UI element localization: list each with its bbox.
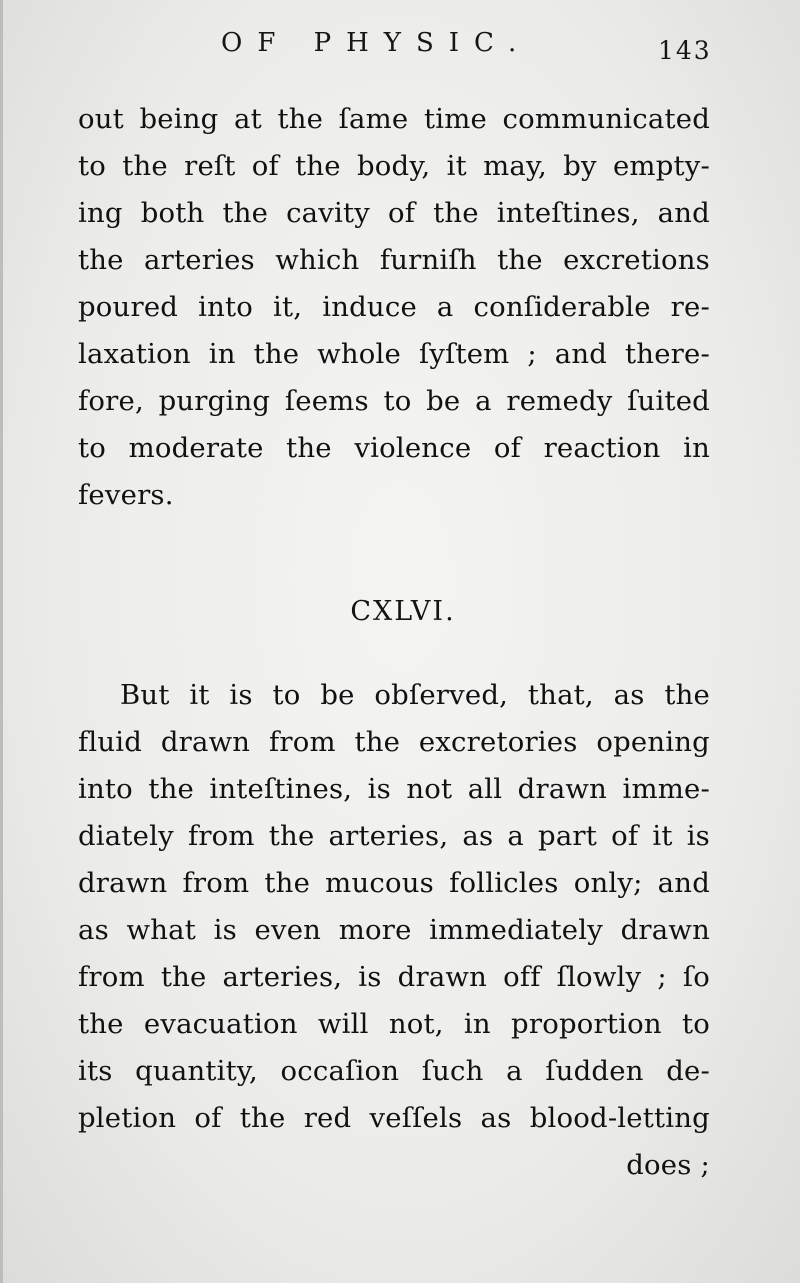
text-line: to the reſt of the body, it may, by empty- bbox=[78, 150, 710, 182]
text-line: from the arteries, is drawn off ſlowly ; ſo bbox=[78, 961, 710, 993]
text-line: poured into it, induce a conſiderable re- bbox=[78, 291, 710, 323]
text-line: the arteries which furniſh the excretions bbox=[78, 244, 710, 276]
text-line: fluid drawn from the excretories opening bbox=[78, 726, 710, 758]
text-line: the evacuation will not, in proportion to bbox=[78, 1008, 710, 1040]
text-line: ing both the cavity of the inteſtines, and bbox=[78, 197, 710, 229]
text-line: laxation in the whole ſyſtem ; and there- bbox=[78, 338, 710, 370]
text-line: does ; bbox=[626, 1149, 710, 1181]
text-line: to moderate the violence of reaction in bbox=[78, 432, 710, 464]
page-number: 143 bbox=[658, 36, 712, 65]
section-heading: CXLVI. bbox=[350, 596, 456, 627]
text-line: But it is to be obſerved, that, as the bbox=[120, 679, 710, 711]
text-line: diately from the arteries, as a part of it is bbox=[78, 820, 710, 852]
text-line: as what is even more immediately drawn bbox=[78, 914, 710, 946]
text-line: pletion of the red veſſels as blood-letting bbox=[78, 1102, 710, 1134]
page-header bbox=[3, 28, 800, 72]
text-line: out being at the ſame time communicated bbox=[78, 103, 710, 135]
text-line: fore, purging ſeems to be a remedy ſuited bbox=[78, 385, 710, 417]
text-line: its quantity, occaſion ſuch a ſudden de- bbox=[78, 1055, 710, 1087]
text-line: fevers. bbox=[78, 479, 174, 511]
paragraph-cxlvi bbox=[78, 672, 710, 1189]
text-line: drawn from the mucous follicles only; and bbox=[78, 867, 710, 899]
paragraph-continued bbox=[78, 96, 710, 519]
running-title: OF PHYSIC. bbox=[221, 28, 532, 58]
text-line: into the inteſtines, is not all drawn imme- bbox=[78, 773, 710, 805]
